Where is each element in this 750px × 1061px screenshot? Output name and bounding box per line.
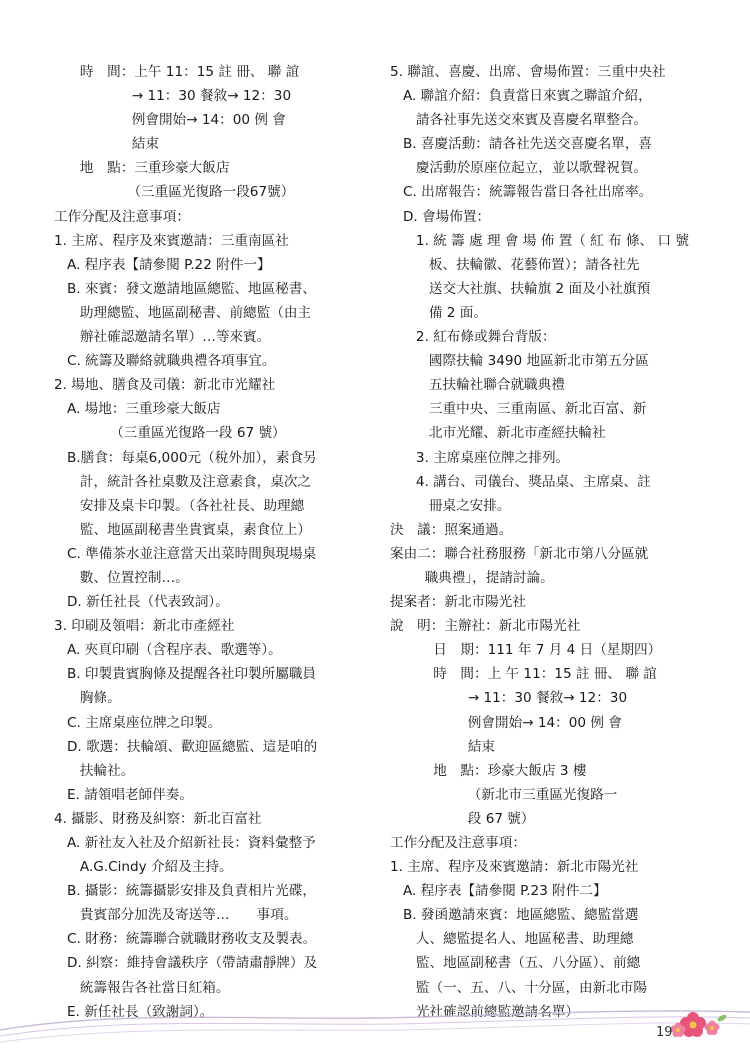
text-line: D. 歌選：扶輪頌、歡迎區總監、這是咱的 — [54, 738, 318, 755]
text-line: B. 來賓：發文邀請地區總監、地區秘書、 — [54, 280, 317, 297]
text-line: 工作分配及注意事項： — [390, 835, 526, 851]
text-line: 日 期：111 年 7 月 4 日（星期四） — [390, 642, 662, 659]
text-line: 請各社事先送交來賓及喜慶名單整合。 — [390, 112, 648, 129]
text-line: 人、總監提名人、地區秘書、助理總 — [390, 931, 634, 948]
text-line: 地 點：三重珍豪大飯店 — [54, 160, 230, 177]
text-line: D. 糾察：維持會議秩序（帶請肅靜牌）及 — [54, 955, 318, 972]
text-line: C. 準備茶水並注意當天出菜時間與現場桌 — [54, 545, 317, 562]
text-line: D. 會場佈置： — [390, 208, 491, 225]
text-line: 說 明：主辦社：新北市陽光社 — [390, 618, 581, 635]
text-line: → 11：30 餐敘→ 12：30 — [390, 690, 628, 707]
text-line: 板、扶輪徽、花藝佈置）；請各社先 — [390, 256, 640, 273]
text-line: A. 程序表【請參閱 P.22 附件一】 — [54, 256, 271, 273]
text-line: 案由二：聯合社務服務「新北市第八分區就 — [390, 545, 649, 562]
text-line: 1. 主席、程序及來賓邀請：三重南區社 — [54, 232, 289, 249]
text-line: 結束 — [54, 136, 159, 153]
text-line: 貴賓部分加洗及寄送等… 事項。 — [54, 907, 298, 924]
text-line: B. 印製貴賓胸條及提醒各社印製所屬職員 — [54, 666, 317, 683]
text-line: 4. 攝影、財務及糾察：新北百富社 — [54, 810, 262, 827]
text-line: 五扶輪社聯合就職典禮 — [390, 377, 565, 394]
right-column — [390, 60, 706, 1024]
text-line: 段 67 號） — [390, 810, 535, 827]
flower-icon — [680, 1012, 706, 1037]
text-line: C. 出席報告：統籌報告當日各社出席率。 — [390, 184, 653, 201]
text-line: 北市光耀、新北市產經扶輪社 — [390, 425, 606, 442]
text-line: 監、地區副秘書坐貴賓桌，素食位上） — [54, 521, 312, 538]
text-line: 統籌報告各社當日紅箱。 — [54, 979, 230, 996]
text-line: 胸條。 — [54, 690, 121, 707]
text-line: B.膳食：每桌6,000元（稅外加），素食另 — [54, 449, 317, 466]
text-line: 1. 主席、程序及來賓邀請：新北市陽光社 — [390, 859, 639, 876]
text-line: 三重中央、三重南區、新北百富、新 — [390, 401, 647, 418]
text-line: 光社確認前總監邀請名單） — [390, 1003, 580, 1020]
text-line: 職典禮」，提請討論。 — [390, 569, 554, 586]
text-line: B. 攝影：統籌攝影安排及負責相片光碟， — [54, 883, 317, 900]
text-line: D. 新任社長（代表致詞）。 — [54, 594, 229, 611]
text-line: 提案者：新北市陽光社 — [390, 594, 526, 611]
text-line: A. 夾頁印刷（含程序表、歌選等）。 — [54, 642, 282, 659]
page-number: 19 — [656, 1025, 673, 1040]
text-line: B. 發函邀請來賓：地區總監、總監當選 — [390, 907, 639, 924]
text-line: 例會開始→ 14：00 例 會 — [390, 714, 622, 731]
text-line: C. 財務：統籌聯合就職財務收支及製表。 — [54, 931, 317, 948]
text-line: 結束 — [390, 738, 495, 755]
text-line: 辦社確認邀請名單）…等來賓。 — [54, 329, 271, 346]
text-line: 3. 主席桌座位牌之排列。 — [390, 449, 570, 466]
text-line: 計，統計各社桌數及注意素食，桌次之 — [54, 473, 312, 490]
text-line: 2. 場地、膳食及司儀：新北市光耀社 — [54, 377, 276, 394]
text-line: 監、地區副秘書（五、八分區）、前總 — [390, 955, 641, 972]
text-line: A.G.Cindy 介紹及主持。 — [54, 859, 233, 876]
text-line: 數、位置控制…。 — [54, 569, 189, 586]
text-line: 時 間：上午 11：15 註 冊、 聯 誼 — [54, 64, 300, 80]
text-line: 1. 統 籌 處 理 會 場 佈 置（ 紅 布 條、 口 號 — [390, 232, 689, 249]
footer-wave-line — [0, 1017, 750, 1036]
text-line: A. 聯誼介紹：負責當日來賓之聯誼介紹， — [390, 88, 652, 105]
text-line: 助理總監、地區副秘書、前總監（由主 — [54, 304, 312, 321]
text-line: 備 2 面。 — [390, 304, 487, 321]
text-line: C. 統籌及聯絡就職典禮各項事宜。 — [54, 353, 276, 370]
text-line: 扶輪社。 — [54, 762, 135, 779]
footer-wave-line — [0, 1011, 750, 1030]
text-line: 工作分配及注意事項： — [54, 208, 190, 225]
leaf-icon — [716, 1013, 727, 1022]
text-line: （三重區光復路一段67號） — [54, 184, 295, 201]
text-line: → 11：30 餐敘→ 12：30 — [54, 88, 292, 105]
text-line: A. 程序表【請參閱 P.23 附件二】 — [390, 883, 607, 900]
text-line: 國際扶輪 3490 地區新北市第五分區 — [390, 353, 649, 370]
text-line: 5. 聯誼、喜慶、出席、會場佈置：三重中央社 — [390, 64, 666, 80]
text-line: 地 點：珍豪大飯店 3 樓 — [390, 762, 587, 779]
text-line: 監（一、五、八、十分區，由新北市陽 — [390, 979, 648, 996]
text-line: E. 新任社長（致謝詞）。 — [54, 1003, 214, 1020]
text-line: （新北市三重區光復路一 — [390, 786, 618, 803]
text-line: 2. 紅布條或舞台背版： — [390, 329, 556, 346]
text-line: 慶活動於原座位起立，並以歌聲祝賀。 — [390, 160, 648, 177]
text-line: B. 喜慶活動：請各社先送交喜慶名單，喜 — [390, 136, 653, 153]
text-line: E. 請領唱老師伴奏。 — [54, 786, 193, 803]
footer-wave-decoration — [0, 990, 750, 1061]
left-column — [54, 60, 366, 1024]
text-line: 安排及桌卡印製。（各社社長、助理總 — [54, 497, 305, 514]
text-line: 3. 印刷及領唱：新北市產經社 — [54, 618, 235, 635]
text-line: 例會開始→ 14：00 例 會 — [54, 112, 286, 129]
text-line: 冊桌之安排。 — [390, 497, 511, 514]
text-line: （三重區光復路一段 67 號） — [54, 425, 286, 442]
text-line: C. 主席桌座位牌之印製。 — [54, 714, 222, 731]
text-line: A. 場地：三重珍豪大飯店 — [54, 401, 221, 418]
text-line: 4. 講台、司儀台、獎品桌、主席桌、註 — [390, 473, 651, 490]
text-line: 決 議：照案通過。 — [390, 521, 513, 538]
text-line: 時 間：上 午 11：15 註 冊、 聯 誼 — [390, 666, 657, 683]
text-line: 送交大社旗、扶輪旗 2 面及小社旗預 — [390, 280, 651, 297]
text-line: A. 新社友入社及介紹新社長：資料彙整予 — [54, 835, 316, 851]
